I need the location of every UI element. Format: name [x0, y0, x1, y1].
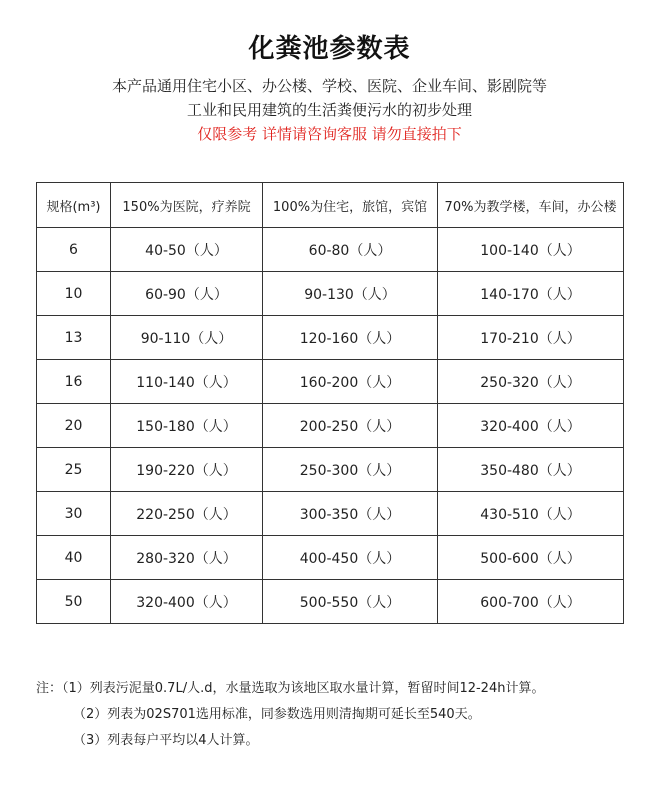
residential-cell: 200-250（人）	[263, 404, 438, 448]
school-cell: 100-140（人）	[438, 228, 624, 272]
parameter-table	[36, 182, 624, 624]
table-row	[37, 580, 624, 624]
table-row	[37, 360, 624, 404]
residential-cell: 90-130（人）	[263, 272, 438, 316]
spec-cell: 16	[37, 360, 111, 404]
spec-cell: 40	[37, 536, 111, 580]
spec-cell: 13	[37, 316, 111, 360]
school-cell: 350-480（人）	[438, 448, 624, 492]
spec-cell: 25	[37, 448, 111, 492]
table-row	[37, 228, 624, 272]
header-spec: 规格(m³)	[37, 183, 111, 228]
school-cell: 500-600（人）	[438, 536, 624, 580]
school-cell: 320-400（人）	[438, 404, 624, 448]
table-row	[37, 316, 624, 360]
page-title: 化粪池参数表	[248, 34, 411, 64]
header-residential: 100%为住宅，旅馆，宾馆	[263, 183, 438, 228]
spec-cell: 10	[37, 272, 111, 316]
table-row	[37, 492, 624, 536]
notes-section	[36, 680, 636, 758]
hospital-cell: 190-220（人）	[111, 448, 263, 492]
school-cell: 140-170（人）	[438, 272, 624, 316]
hospital-cell: 150-180（人）	[111, 404, 263, 448]
hospital-cell: 90-110（人）	[111, 316, 263, 360]
residential-cell: 60-80（人）	[263, 228, 438, 272]
table-row	[37, 404, 624, 448]
table-row	[37, 448, 624, 492]
hospital-cell: 40-50（人）	[111, 228, 263, 272]
spec-cell: 30	[37, 492, 111, 536]
school-cell: 430-510（人）	[438, 492, 624, 536]
residential-cell: 160-200（人）	[263, 360, 438, 404]
residential-cell: 300-350（人）	[263, 492, 438, 536]
spec-cell: 6	[37, 228, 111, 272]
intro-line-1: 本产品通用住宅小区、办公楼、学校、医院、企业车间、影剧院等	[111, 77, 547, 95]
residential-cell: 400-450（人）	[263, 536, 438, 580]
header-hospital: 150%为医院，疗养院	[111, 183, 263, 228]
school-cell: 170-210（人）	[438, 316, 624, 360]
hospital-cell: 320-400（人）	[111, 580, 263, 624]
note-1: 注：（1）列表污泥量0.7L/人.d，水量选取为该地区取水量计算，暂留时间12-24h计算。	[36, 681, 545, 696]
residential-cell: 120-160（人）	[263, 316, 438, 360]
spec-cell: 50	[37, 580, 111, 624]
note-2: （2）列表为02S701选用标准，同参数选用则清掏期可延长至540天。	[73, 707, 481, 722]
header-school: 70%为教学楼，车间，办公楼	[438, 183, 624, 228]
warning-notice: 仅限参考 详情请咨询客服 请勿直接拍下	[197, 125, 462, 143]
table-row	[37, 272, 624, 316]
table-row	[37, 536, 624, 580]
residential-cell: 500-550（人）	[263, 580, 438, 624]
hospital-cell: 110-140（人）	[111, 360, 263, 404]
school-cell: 250-320（人）	[438, 360, 624, 404]
school-cell: 600-700（人）	[438, 580, 624, 624]
hospital-cell: 60-90（人）	[111, 272, 263, 316]
hospital-cell: 220-250（人）	[111, 492, 263, 536]
intro-line-2: 工业和民用建筑的生活粪便污水的初步处理	[186, 101, 472, 119]
spec-cell: 20	[37, 404, 111, 448]
note-3: （3）列表每户平均以4人计算。	[73, 733, 259, 748]
residential-cell: 250-300（人）	[263, 448, 438, 492]
hospital-cell: 280-320（人）	[111, 536, 263, 580]
table-header-row	[37, 183, 624, 228]
